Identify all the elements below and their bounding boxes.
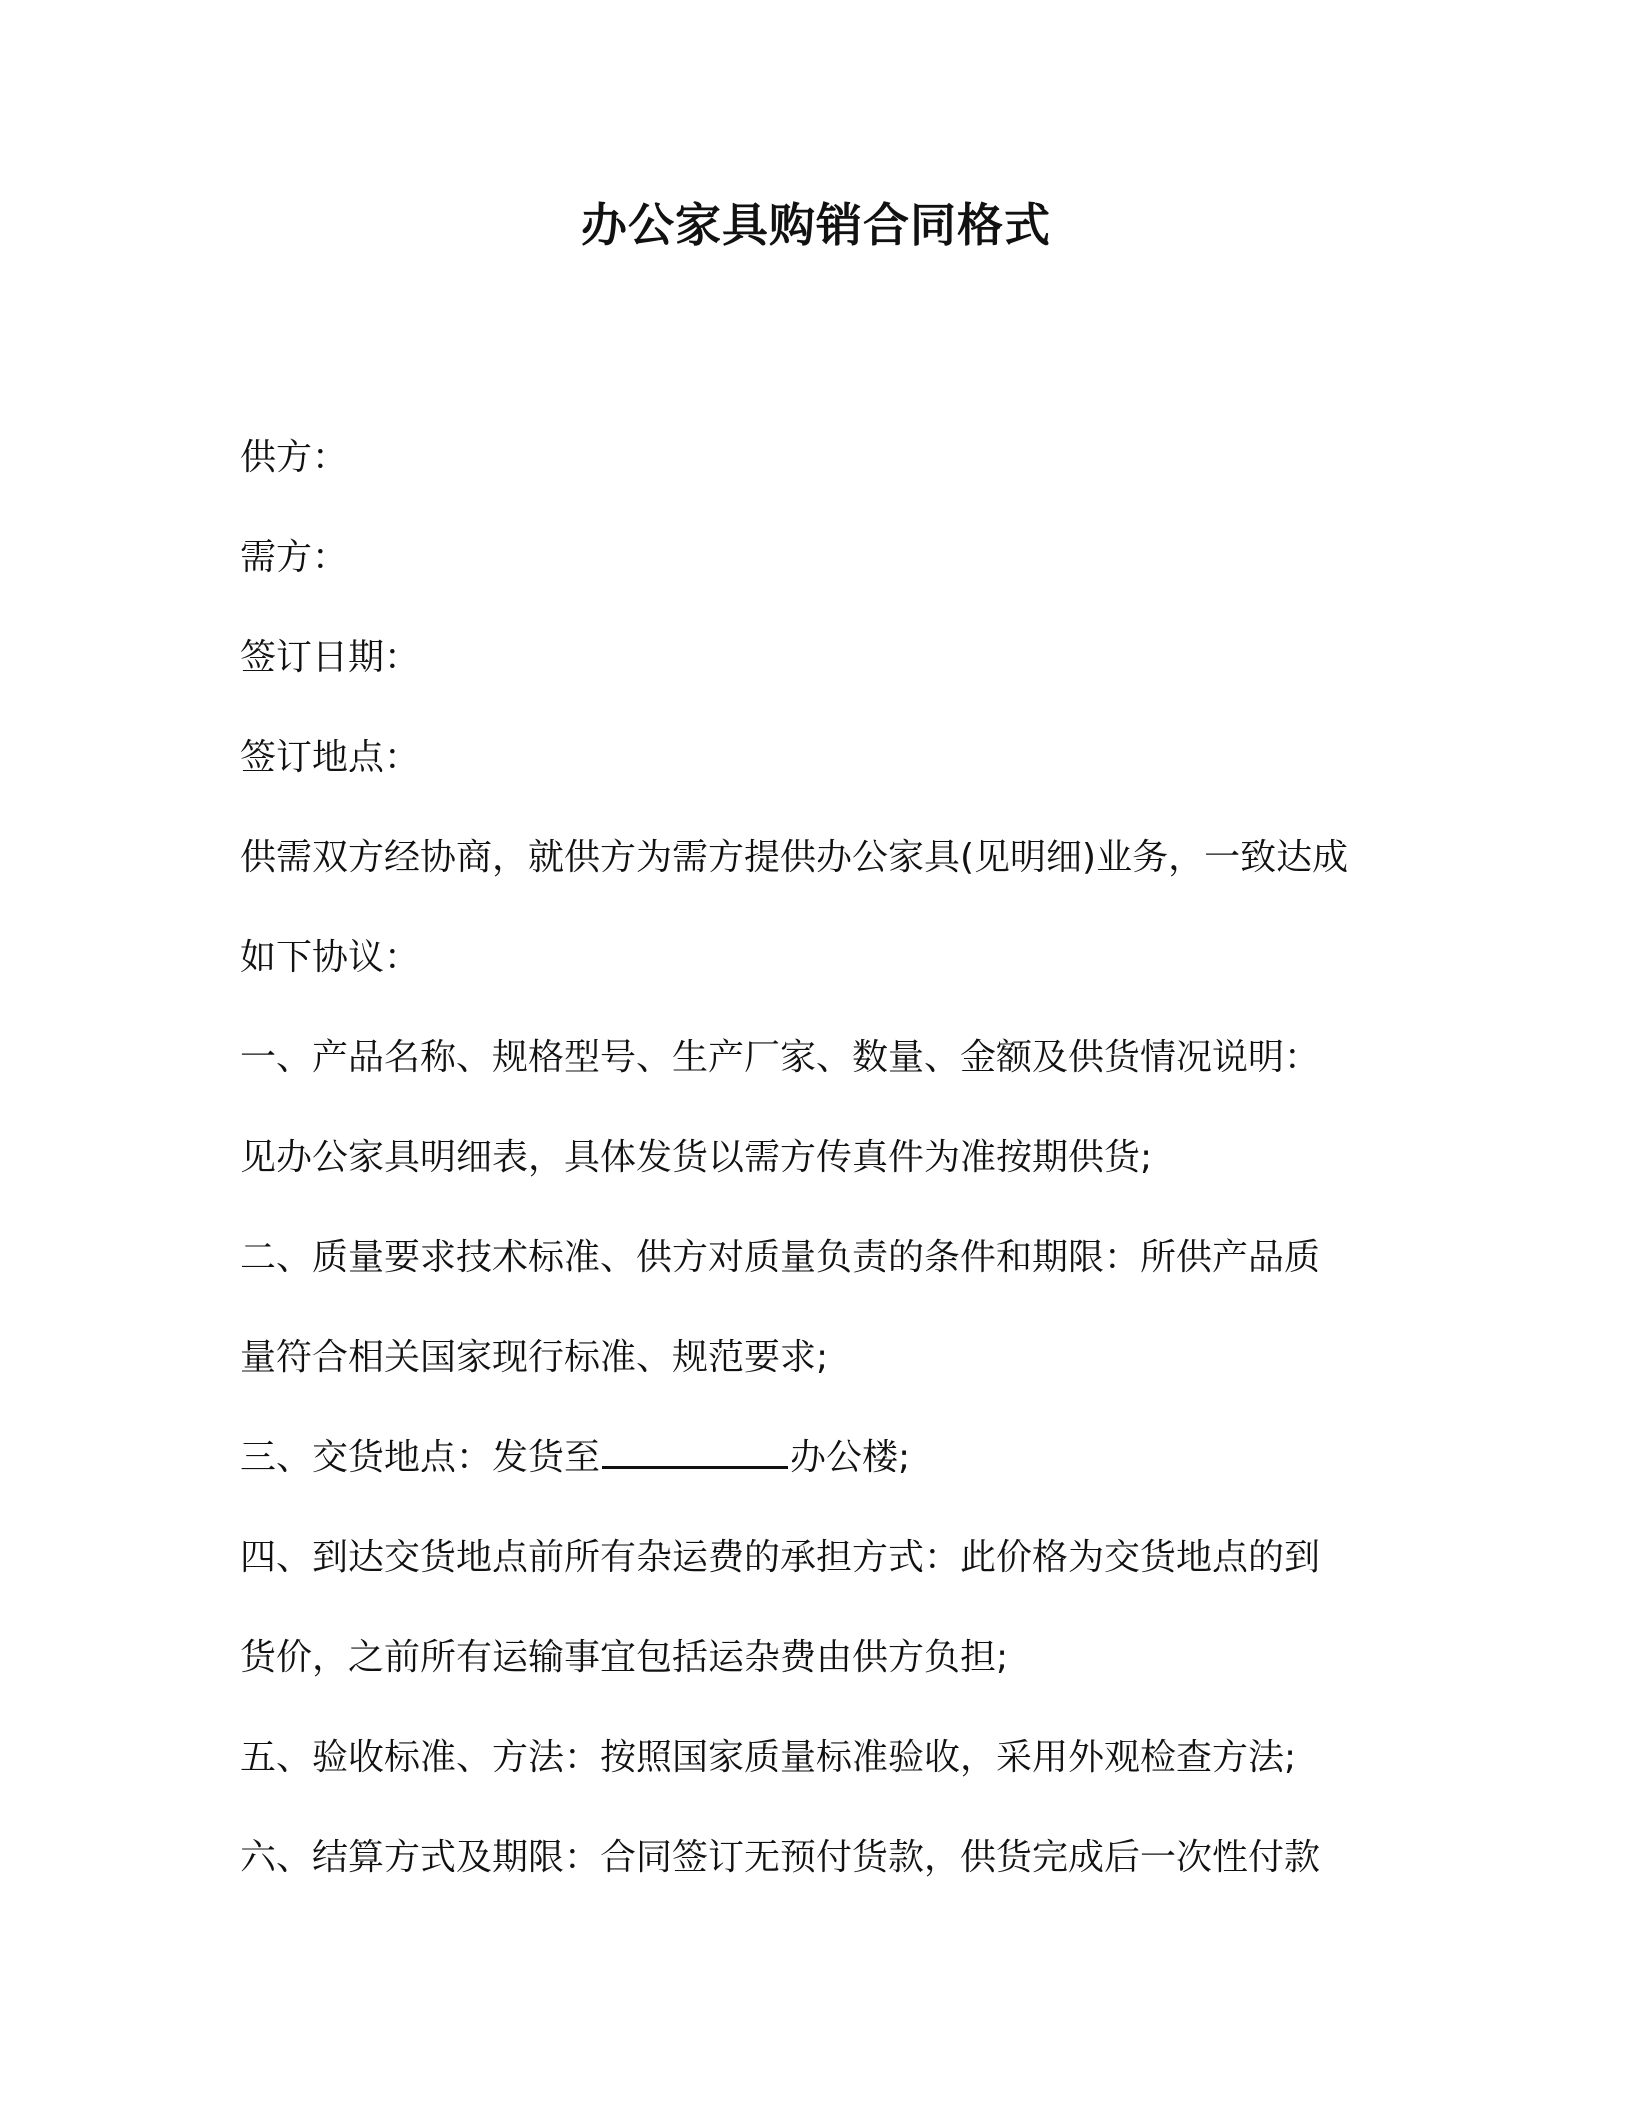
clause-1-line-1: 一、产品名称、规格型号、生产厂家、数量、金额及供货情况说明： <box>240 1037 1321 1078</box>
supplier-field: 供方： <box>240 437 349 478</box>
clause-3 <box>240 1408 1410 1508</box>
clause-2-line-2: 量符合相关国家现行标准、规范要求; <box>240 1337 829 1378</box>
clause-4-line-1: 四、到达交货地点前所有杂运费的承担方式：此价格为交货地点的到 <box>240 1537 1321 1578</box>
clause-6-line-1: 六、结算方式及期限：合同签订无预付货款，供货完成后一次性付款 <box>240 1837 1321 1878</box>
clause-5-line-1: 五、验收标准、方法：按照国家质量标准验收，采用外观检查方法; <box>240 1737 1297 1778</box>
clause-3-prefix: 三、交货地点：发货至 <box>240 1437 601 1478</box>
clause-2-line-1: 二、质量要求技术标准、供方对质量负责的条件和期限：所供产品质 <box>240 1237 1321 1278</box>
clause-4-line-2: 货价，之前所有运输事宜包括运杂费由供方负担; <box>240 1637 1009 1678</box>
buyer-field: 需方： <box>240 537 349 578</box>
sign-place-field: 签订地点： <box>240 737 421 778</box>
document-title: 办公家具购销合同格式 <box>581 198 1051 252</box>
document-body <box>240 408 1410 1908</box>
delivery-location-blank <box>602 1432 788 1469</box>
clause-1-line-2: 见办公家具明细表，具体发货以需方传真件为准按期供货; <box>240 1137 1153 1178</box>
intro-line-2: 如下协议： <box>240 937 421 978</box>
sign-date-field: 签订日期： <box>240 637 421 678</box>
clause-3-suffix: 办公楼; <box>790 1437 911 1478</box>
intro-line-1: 供需双方经协商，就供方为需方提供办公家具(见明细)业务，一致达成 <box>240 837 1349 878</box>
